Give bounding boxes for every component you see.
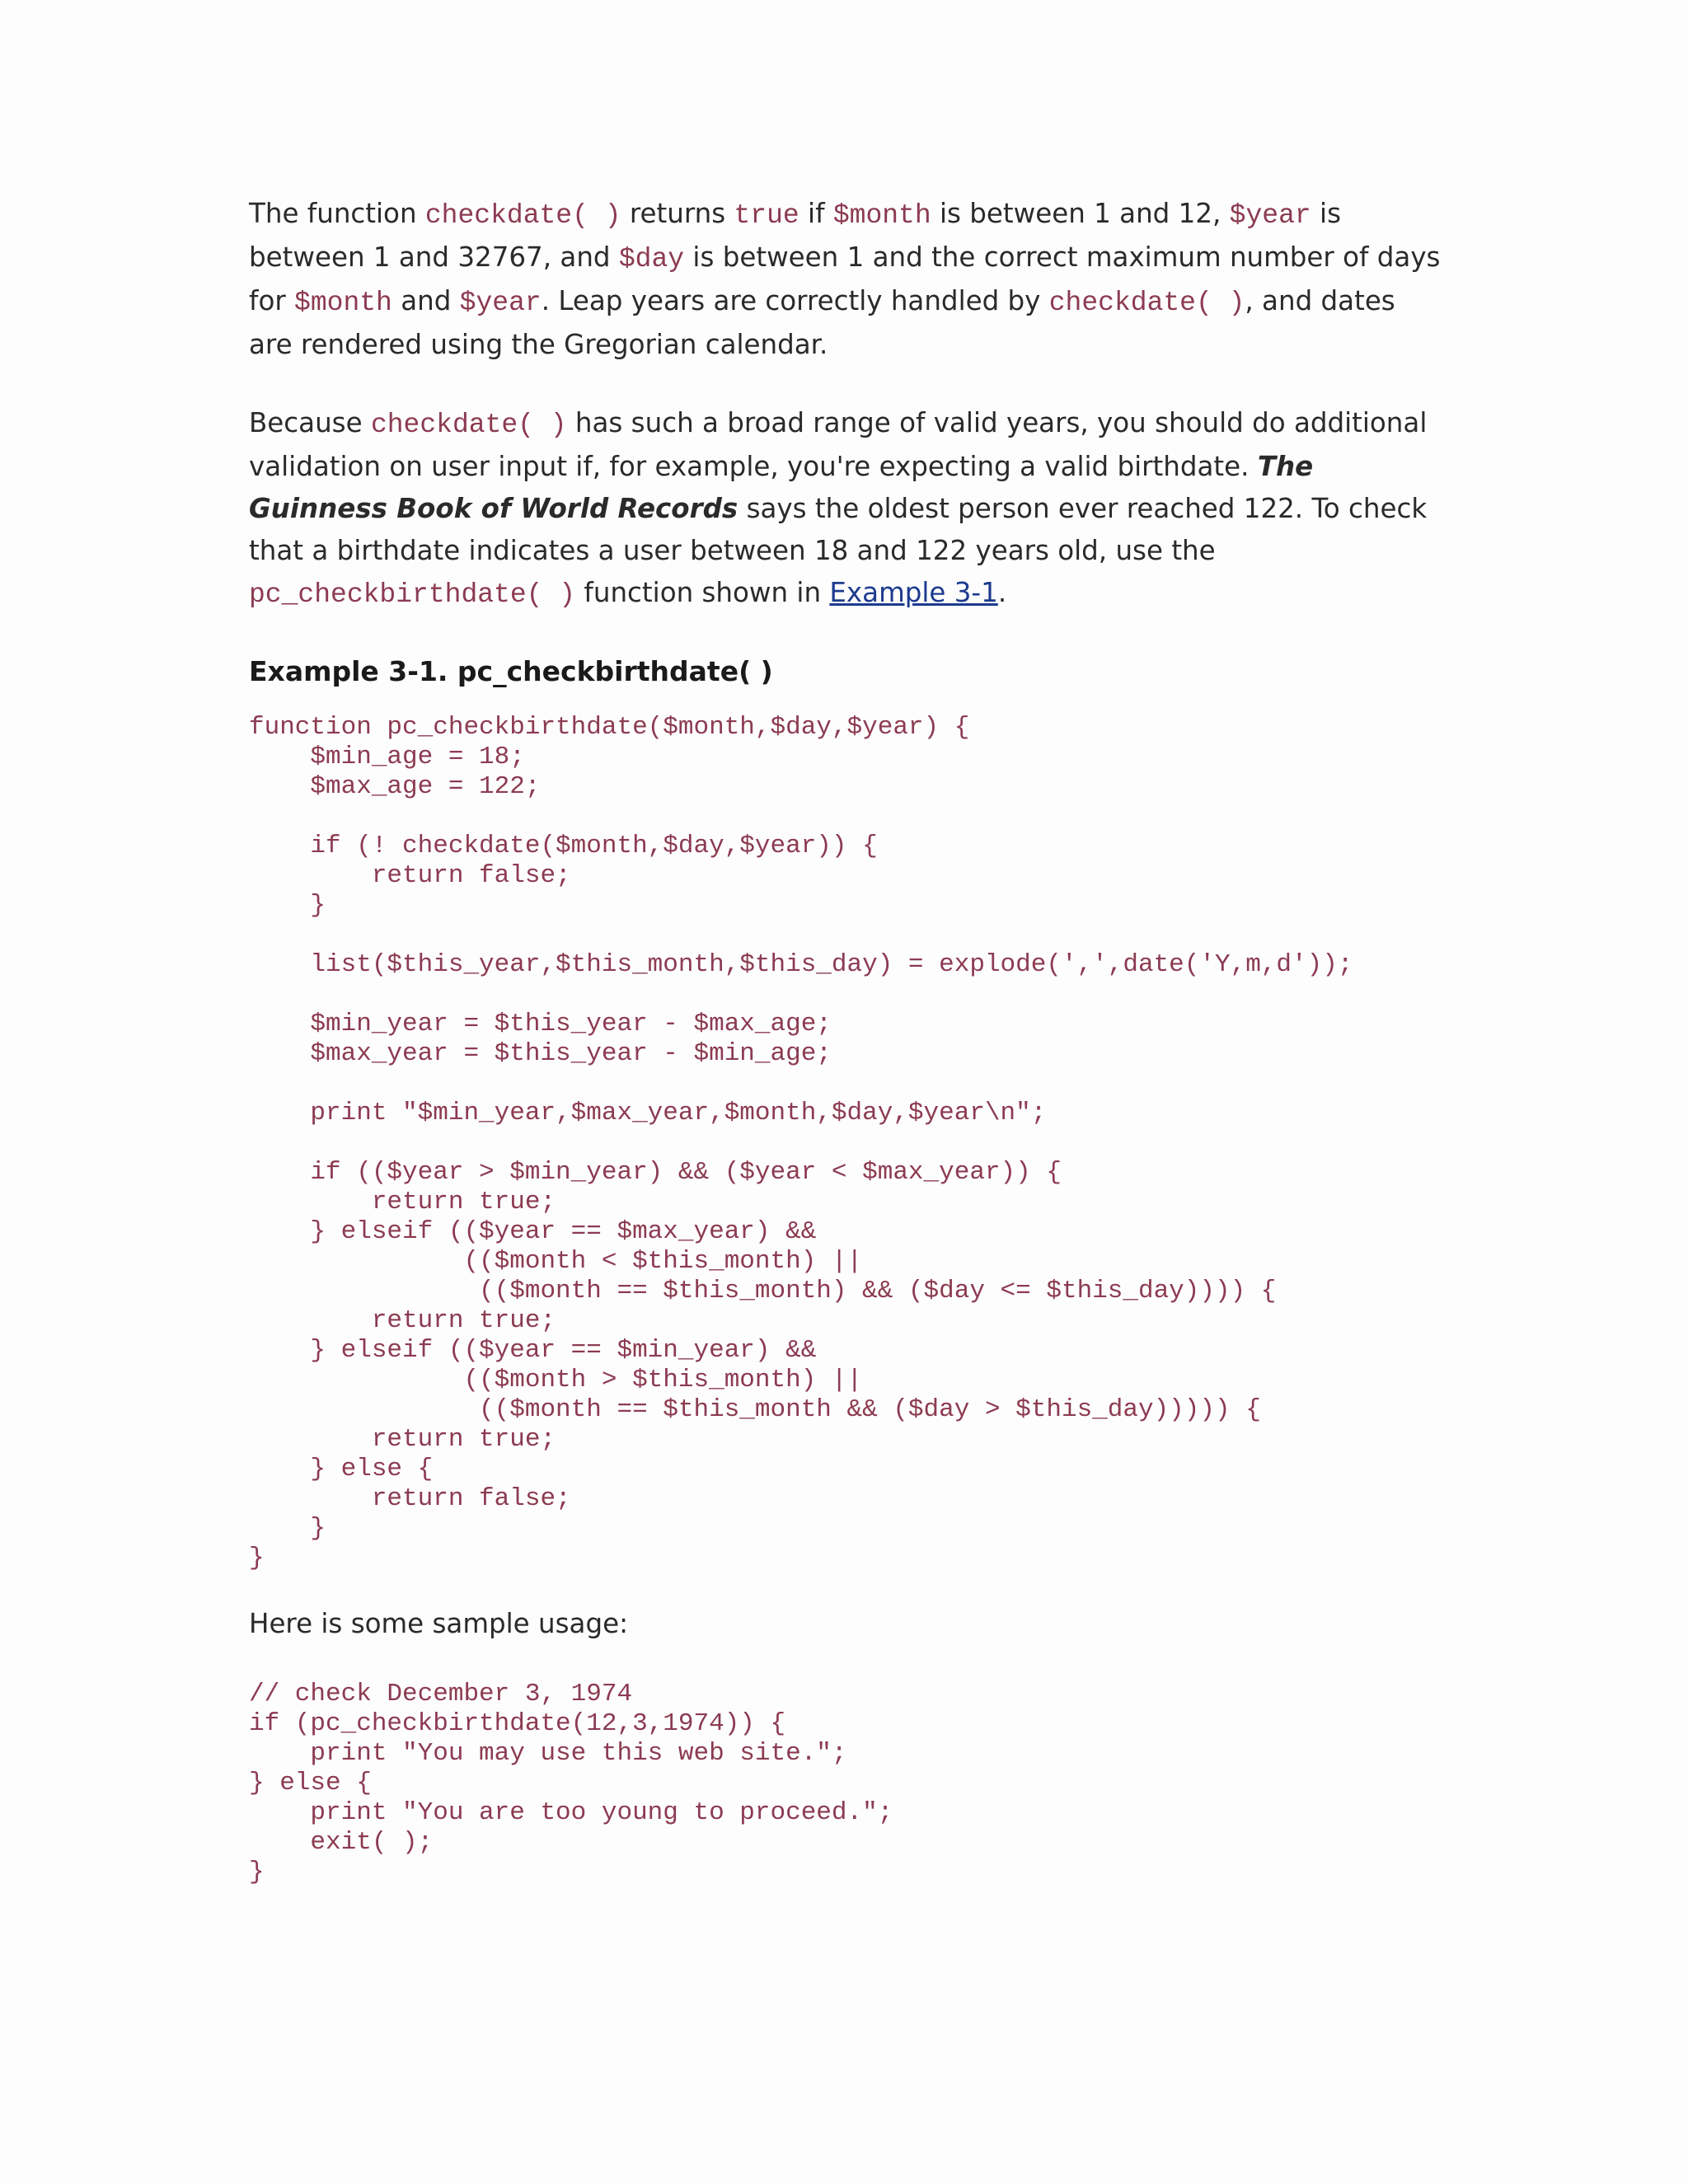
paragraph-text: if xyxy=(799,198,833,229)
code-listing: function pc_checkbirthdate($month,$day,$year) { $min_age = 18; $max_age = 122; if (! checkdate($month,$day,$year)) { return false; } list($this_year,$this_month,$this_day) = explode(',',date('Y,m,d')); $min_year = $this_year - $max_age; $max_year = $this_year - $min_age; print "$min_year,$max_year,$month,$day,$year\n"; if (($year > $min_year) && ($year < $max_year)) { return true; } elseif (($year == $max_year) && (($month < $this_month) || (($month == $this_month) && ($day <= $this_day)))) { return true; } elseif (($year == $min_year) && (($month > $this_month) || (($month == $this_month && ($day > $this_day))))) { return true; } else { return false; } } xyxy=(249,713,1353,1572)
example-heading: Example 3-1. pc_checkbirthdate( ) xyxy=(249,655,773,687)
paragraph-text: The function xyxy=(249,198,425,229)
validation-paragraph xyxy=(249,402,1444,616)
paragraph-text: is between 1 and 32767, and xyxy=(249,198,1341,273)
usage-code-listing: // check December 3, 1974 if (pc_checkbirthdate(12,3,1974)) { print "You may use this web site."; } else { print "You are too young to proceed."; exit( ); } xyxy=(249,1680,893,1886)
paragraph-text: Because xyxy=(249,407,371,438)
inline-code: $month xyxy=(832,200,931,231)
paragraph-text: . Leap years are correctly handled by xyxy=(541,285,1049,316)
paragraph-text: says the oldest person ever reached 122. To check that a birthdate indicates a user between 18 and 122 years old, use the xyxy=(249,493,1428,566)
paragraph-text: is between 1 and 12, xyxy=(931,198,1230,229)
inline-code: checkdate( ) xyxy=(1048,288,1245,318)
document-page xyxy=(249,193,1444,1887)
inline-code: $month xyxy=(294,288,392,318)
inline-code: $day xyxy=(618,244,685,274)
intro-paragraph xyxy=(249,193,1444,366)
paragraph-text: . xyxy=(997,577,1007,608)
paragraph-text: returns xyxy=(621,198,734,229)
paragraph-text: function shown in xyxy=(575,577,830,608)
paragraph-text: , and dates are rendered using the Gregorian calendar. xyxy=(249,285,1395,360)
book-title: The Guinness Book of World Records xyxy=(249,451,1314,524)
inline-code: true xyxy=(734,200,799,231)
paragraph-text: is between 1 and the correct maximum number of days for xyxy=(249,241,1441,316)
inline-code: checkdate( ) xyxy=(370,410,567,440)
inline-code: pc_checkbirthdate( ) xyxy=(249,579,576,610)
example-link[interactable]: Example 3-1 xyxy=(829,577,998,608)
inline-code: checkdate( ) xyxy=(424,200,621,231)
paragraph-text: has such a broad range of valid years, you should do additional validation on user input if, for example, you're expecting a valid birthdate. xyxy=(249,407,1428,482)
inline-code: $year xyxy=(1229,200,1311,231)
usage-paragraph: Here is some sample usage: xyxy=(249,1608,629,1639)
paragraph-text: and xyxy=(392,285,460,316)
inline-code: $year xyxy=(459,288,542,318)
